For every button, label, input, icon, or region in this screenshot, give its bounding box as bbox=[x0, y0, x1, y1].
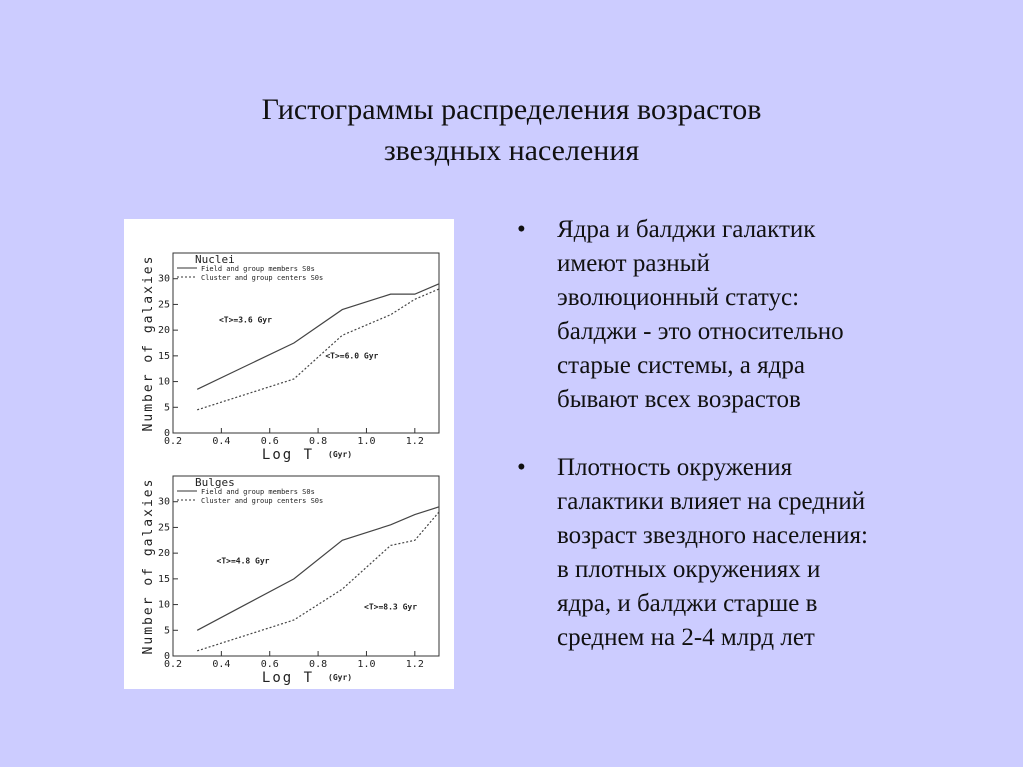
y-tick-label: 15 bbox=[157, 573, 170, 585]
bullet-line: в плотных окружениях и bbox=[557, 556, 821, 583]
bullet-line: старые системы, а ядра bbox=[557, 352, 805, 379]
figure-panel bbox=[124, 219, 454, 689]
x-axis-unit: (Gyr) bbox=[328, 673, 353, 682]
series-line bbox=[197, 289, 439, 410]
x-tick-label: 0.8 bbox=[309, 436, 328, 447]
y-tick-label: 10 bbox=[157, 376, 170, 388]
x-tick-label: 1.2 bbox=[405, 436, 424, 447]
mean-age-annotation: <T>=6.0 Gyr bbox=[325, 351, 379, 361]
panel-title: Bulges bbox=[195, 476, 235, 489]
bullet-list bbox=[517, 213, 997, 689]
x-tick-label: 0.2 bbox=[163, 436, 183, 447]
bullet-item-2 bbox=[517, 451, 997, 655]
legend-label: Cluster and group centers S0s bbox=[201, 274, 324, 282]
y-tick-label: 5 bbox=[163, 402, 170, 414]
y-tick-label: 20 bbox=[157, 325, 170, 337]
bullet-line: галактики влияет на средний bbox=[557, 488, 866, 515]
y-axis-label: Number of galaxies bbox=[141, 477, 156, 655]
slide-title-line-2: звездных населения bbox=[383, 134, 640, 167]
bullet-line: ядра, и балджи старше в bbox=[557, 590, 818, 617]
bullet-line: Плотность окружения bbox=[557, 454, 793, 481]
x-tick-label: 0.6 bbox=[260, 436, 279, 447]
panel-title: Nuclei bbox=[195, 253, 235, 266]
y-tick-label: 25 bbox=[157, 522, 170, 534]
legend-label: Cluster and group centers S0s bbox=[201, 497, 324, 505]
legend-label: Field and group members S0s bbox=[201, 265, 315, 273]
mean-age-annotation: <T>=8.3 Gyr bbox=[364, 602, 418, 612]
bullet-dot: • bbox=[517, 216, 526, 243]
bullet-line: эволюционный статус: bbox=[557, 284, 800, 311]
series-line bbox=[197, 507, 439, 630]
bullet-line: Ядра и балджи галактик bbox=[557, 216, 816, 243]
series-line bbox=[197, 284, 439, 389]
y-tick-label: 15 bbox=[157, 350, 170, 362]
bullet-line: балджи - это относительно bbox=[557, 318, 844, 345]
y-tick-label: 10 bbox=[157, 599, 170, 611]
bullet-line: имеют разный bbox=[557, 250, 710, 277]
x-tick-label: 0.2 bbox=[163, 659, 183, 670]
slide-title-line-1: Гистограммы распределения возрастов bbox=[261, 93, 762, 126]
y-tick-label: 25 bbox=[157, 299, 170, 311]
x-tick-label: 0.4 bbox=[212, 659, 231, 670]
x-tick-label: 1.0 bbox=[357, 436, 376, 447]
bullet-line: среднем на 2-4 млрд лет bbox=[557, 624, 815, 651]
mean-age-annotation: <T>=4.8 Gyr bbox=[216, 556, 270, 566]
x-tick-label: 0.4 bbox=[212, 436, 231, 447]
y-tick-label: 20 bbox=[157, 548, 170, 560]
mean-age-annotation: <T>=3.6 Gyr bbox=[218, 315, 272, 325]
y-axis-label: Number of galaxies bbox=[141, 254, 156, 432]
bullet-dot: • bbox=[517, 454, 526, 481]
bullet-item-1 bbox=[517, 213, 997, 417]
y-tick-label: 30 bbox=[157, 496, 170, 508]
x-axis-label: Log T bbox=[261, 447, 315, 463]
series-line bbox=[197, 512, 439, 651]
legend-label: Field and group members S0s bbox=[201, 488, 315, 496]
y-tick-label: 0 bbox=[163, 428, 170, 439]
x-tick-label: 0.8 bbox=[309, 659, 328, 670]
x-tick-label: 1.0 bbox=[357, 659, 376, 670]
y-tick-label: 30 bbox=[157, 273, 170, 285]
charts-figure bbox=[124, 219, 454, 689]
y-tick-label: 0 bbox=[163, 651, 170, 662]
bullet-line: бывают всех возрастов bbox=[557, 386, 801, 413]
y-tick-label: 5 bbox=[163, 625, 170, 637]
x-tick-label: 1.2 bbox=[405, 659, 424, 670]
x-axis-unit: (Gyr) bbox=[328, 450, 353, 459]
x-axis-label: Log T bbox=[261, 670, 315, 686]
bullet-line: возраст звездного населения: bbox=[557, 522, 868, 549]
x-tick-label: 0.6 bbox=[260, 659, 279, 670]
